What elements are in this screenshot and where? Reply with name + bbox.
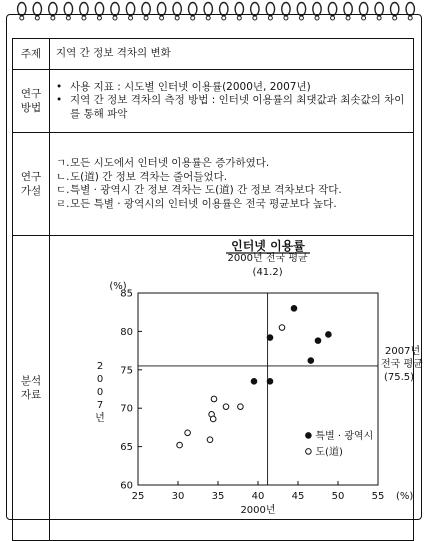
- method-row: [13, 70, 414, 133]
- research-table: [12, 38, 423, 541]
- metro-city-point: [267, 335, 273, 341]
- x-tick-label: 50: [331, 491, 345, 502]
- y-tick-label: 70: [120, 403, 133, 415]
- chart-title: 인터넷 이용률: [231, 239, 305, 253]
- topic-label: 주제: [13, 39, 50, 70]
- hypothesis-label: 연구 가설: [13, 133, 50, 236]
- province-point: [207, 437, 213, 443]
- method-item: • 지역 간 정보 격차의 측정 방법 : 인터넷 이용률의 최댓값과 최솟값의 차이를 통해 파악: [56, 94, 405, 120]
- metro-city-point: [251, 379, 257, 385]
- y-tick-label: 75: [120, 365, 133, 377]
- y-axis-label-char: 0: [96, 387, 104, 398]
- topic-text: 지역 간 정보 격차의 변화: [50, 39, 414, 70]
- y-axis-label-char: 7: [96, 400, 104, 411]
- y-axis-label-char: 2: [96, 361, 104, 372]
- topic-row: [13, 39, 414, 70]
- y-unit-label: (%): [109, 281, 127, 292]
- province-point: [185, 430, 191, 436]
- y-tick-label: 80: [120, 326, 133, 338]
- metro-city-point: [267, 379, 273, 385]
- method-label: 연구 방법: [13, 70, 50, 133]
- hypothesis-row: [13, 133, 414, 236]
- province-point: [210, 416, 216, 422]
- x-tick-label: 25: [131, 491, 145, 502]
- scatter-chart: [50, 237, 423, 539]
- province-point: [211, 396, 217, 402]
- y-reference-label: 2007년: [385, 345, 421, 357]
- y-reference-value: (75.5): [384, 371, 415, 383]
- y-tick-label: 85: [120, 288, 133, 300]
- metro-city-point: [308, 358, 314, 364]
- y-axis-label-char: 년: [95, 413, 105, 424]
- province-point: [238, 404, 244, 410]
- data-row: [13, 236, 414, 541]
- province-point: [223, 404, 229, 410]
- chart-cell: [50, 236, 423, 541]
- x-tick-label: 30: [171, 491, 185, 502]
- x-tick-label: 45: [291, 491, 305, 502]
- legend-marker: [306, 433, 312, 439]
- province-point: [279, 325, 285, 331]
- x-tick-label: 35: [211, 491, 225, 502]
- y-reference-label: 전국 평균: [381, 358, 423, 370]
- y-axis-label-char: 0: [96, 374, 104, 385]
- metro-city-point: [291, 306, 297, 312]
- metro-city-point: [315, 338, 321, 344]
- x-axis-label: 2000년: [240, 505, 276, 516]
- x-reference-value: (41.2): [252, 267, 283, 278]
- hypothesis-item: ㄴ. 도(道) 간 정보 격차는 줄어들었다.: [56, 170, 228, 183]
- hypothesis-list: [50, 133, 414, 236]
- hypothesis-item: ㄱ. 모든 시도에서 인터넷 이용률은 증가하였다.: [56, 157, 270, 169]
- y-tick-label: 60: [120, 480, 133, 492]
- data-label: 분석 자료: [13, 236, 50, 541]
- metro-city-point: [326, 332, 332, 338]
- hypothesis-item: ㄹ. 모든 특별 · 광역시의 인터넷 이용률은 전국 평균보다 높다.: [56, 197, 337, 210]
- legend-label: 도(道): [315, 446, 343, 458]
- x-tick-label: 40: [251, 491, 265, 502]
- legend-marker: [306, 449, 312, 455]
- x-reference-label: 2000년 전국 평균: [227, 253, 308, 264]
- y-tick-label: 65: [120, 442, 133, 454]
- x-tick-label: 55: [371, 491, 385, 502]
- legend-label: 특별 · 광역시: [315, 430, 374, 442]
- x-unit-label: (%): [396, 491, 414, 502]
- method-list: [50, 70, 414, 133]
- method-item: • 사용 지표 : 시도별 인터넷 이용률(2000년, 2007년): [56, 80, 311, 93]
- province-point: [177, 442, 183, 448]
- hypothesis-item: ㄷ. 특별 · 광역시 간 정보 격차는 도(道) 간 정보 격차보다 작다.: [56, 184, 342, 196]
